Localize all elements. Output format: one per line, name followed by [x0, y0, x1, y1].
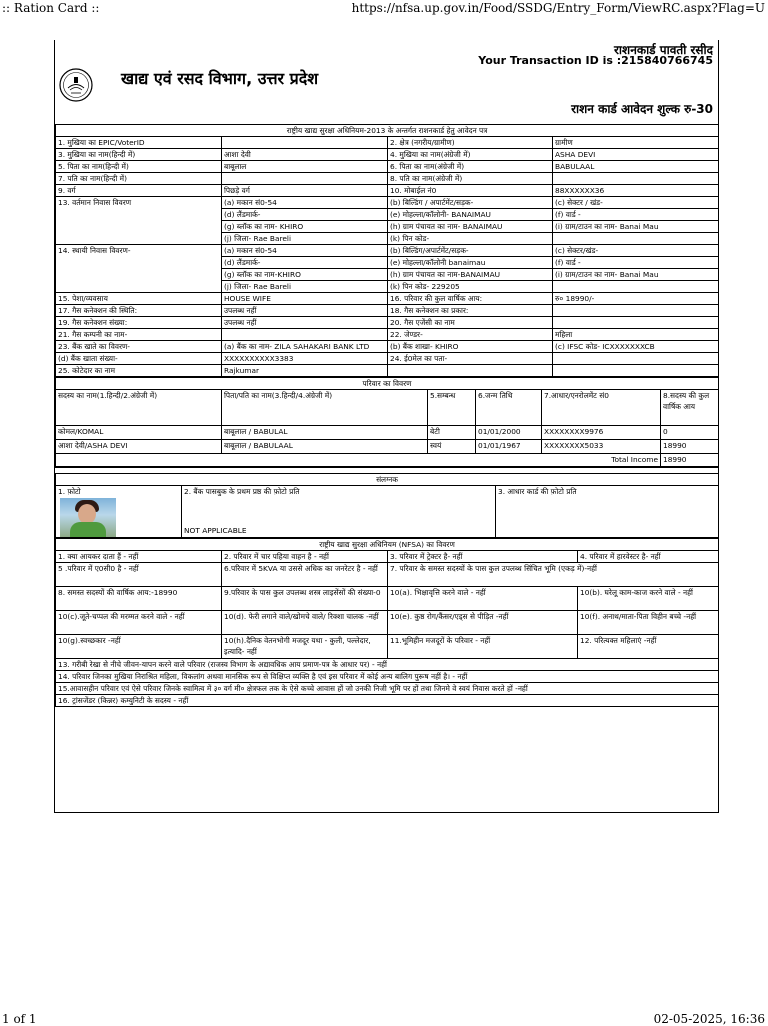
field-label: 16. परिवार की कुल वार्षिक आय:	[388, 293, 553, 305]
address-field: (h) ग्राम पंचायत का नाम-BANAIMAU	[388, 269, 553, 281]
family-section-title: परिवार का विवरण	[56, 378, 719, 390]
address-field: (e) मोहल्ला/कॉलोनी banaimau	[388, 257, 553, 269]
field-label: 21. गैस कम्पनी का नाम-	[56, 329, 222, 341]
address-field: (h) ग्राम पंचायत का नाम- BANAIMAU	[388, 221, 553, 233]
column-header: 6.जन्म तिथि	[476, 390, 542, 426]
field-label: 15. पेशा/व्यवसाय	[56, 293, 222, 305]
nfsa-item: 7. परिवार के समस्त सदस्यों के पास कुल उपलब्ध सिंचित भूमि (एकड़ में)-नहीं	[388, 563, 719, 587]
column-header: सदस्य का नाम(1.हिन्दी/2.अंग्रेजी में)	[56, 390, 222, 426]
document-header	[55, 40, 718, 124]
address-field: (d) लैंडमार्क-	[222, 209, 388, 221]
birth-date: 01/01/1967	[476, 440, 542, 454]
form-row	[56, 161, 719, 173]
field-label: 18. गैस कनेक्शन का प्रकार:	[388, 305, 553, 317]
aadhaar-label: 3. आधार कार्ड की फ़ोटो प्रति	[498, 487, 577, 496]
form-row	[56, 185, 719, 197]
field-value: ग्रामीण	[553, 137, 719, 149]
nfsa-row	[56, 587, 719, 611]
field-label: 7. पति का नाम(हिन्दी में)	[56, 173, 222, 185]
aadhaar-cell	[496, 486, 719, 538]
nfsa-line: 16. ट्रांसजेंडर (किन्नर) कम्युनिटी के सदस्य - नहीं	[56, 695, 719, 707]
form-row	[56, 149, 719, 161]
field-value: उपलब्ध नहीं	[222, 305, 388, 317]
field-value: महिला	[553, 329, 719, 341]
table-row	[56, 426, 719, 440]
photo-cell	[56, 486, 182, 538]
nfsa-item: 9.परिवार के पास कुल उपलब्ध शस्त्र लाइसेंसों की संख्या-0	[222, 587, 388, 611]
form-row	[56, 341, 719, 353]
address-field: (j) जिला- Rae Bareli	[222, 233, 388, 245]
page-count: 1 of 1	[2, 1012, 37, 1026]
field-value: (c) IFSC कोड- ICXXXXXXXCB	[553, 341, 719, 353]
total-income-row	[56, 454, 719, 467]
field-label: 19. गैस कनेक्शन संख्या:	[56, 317, 222, 329]
nfsa-item: 10(g).स्वच्छकार -नहीं	[56, 635, 222, 659]
nfsa-row	[56, 635, 719, 659]
field-label: 5. पिता का नाम(हिन्दी में)	[56, 161, 222, 173]
attachments-section-title: संलग्नक	[56, 474, 719, 486]
field-value: Rajkumar	[222, 365, 388, 377]
application-fee: राशन कार्ड आवेदन शुल्क रु-30	[571, 102, 713, 116]
column-header: 7.आधार/एनरोलमेंट सं0	[542, 390, 661, 426]
passbook-cell	[182, 486, 496, 538]
form-row	[56, 329, 719, 341]
address-field: (g) ब्लॉक का नाम-KHIRO	[222, 269, 388, 281]
member-income: 18990	[661, 440, 719, 454]
not-applicable-text: NOT APPLICABLE	[184, 526, 247, 535]
application-details-table	[55, 124, 719, 377]
form-row	[56, 305, 719, 317]
family-header-row	[56, 390, 719, 426]
field-value	[222, 329, 388, 341]
form-row	[56, 365, 719, 377]
field-value: पिछड़े वर्ग	[222, 185, 388, 197]
nfsa-row	[56, 551, 719, 563]
field-label	[388, 365, 553, 377]
nfsa-item: 6.परिवार में 5KVA या उससे अधिक का जनरेटर है - नहीं	[222, 563, 388, 587]
nfsa-item: 10(e). कुष्ठ रोग/कैंसर/एड्स से पीड़ित -नहीं	[388, 611, 578, 635]
address-field: (a) मकान सं0-54	[222, 245, 388, 257]
nfsa-item: 1. क्या आयकर दाता हैं - नहीं	[56, 551, 222, 563]
form-row	[56, 353, 719, 365]
current-address-label: 13. वर्तमान निवास विवरण	[56, 197, 222, 245]
nfsa-item: 10(a). भिक्षावृत्ति करने वाले - नहीं	[388, 587, 578, 611]
nfsa-line: 13. गरीबी रेखा से नीचे जीवन-यापन करने वाले परिवार (राजस्व विभाग के अद्यावधिक आय प्रमाण-पत्र के आधार पर) - नहीं	[56, 659, 719, 671]
field-value: उपलब्ध नहीं	[222, 317, 388, 329]
field-value: (a) बैंक का नाम- ZILA SAHAKARI BANK LTD	[222, 341, 388, 353]
field-value: आशा देवी	[222, 149, 388, 161]
address-field: (k) पिन कोड- 229205	[388, 281, 553, 293]
field-label: 8. पति का नाम(अंग्रेजी में)	[388, 173, 553, 185]
member-name: आशा देवी/ASHA DEVI	[56, 440, 222, 454]
field-label: (d) बैंक खाता संख्या-	[56, 353, 222, 365]
field-value: रु० 18990/-	[553, 293, 719, 305]
form-row	[56, 317, 719, 329]
permanent-address-row	[56, 245, 719, 257]
table-row	[56, 440, 719, 454]
address-field: (d) लैंडमार्क-	[222, 257, 388, 269]
field-value	[222, 137, 388, 149]
nfsa-item: 8. समस्त सदस्यों की वार्षिक आय:-18990	[56, 587, 222, 611]
aadhaar-number: XXXXXXXX9976	[542, 426, 661, 440]
nfsa-item: 10(h).दैनिक वेतनभोगी मजदूर यथा - कुली, पल्लेदार, इत्यादि- नहीं	[222, 635, 388, 659]
relation: स्वयं	[428, 440, 476, 454]
relation: बेटी	[428, 426, 476, 440]
field-label: 2. क्षेत्र (नगरीय/ग्रामीण)	[388, 137, 553, 149]
address-field: (a) मकान सं0-54	[222, 197, 388, 209]
field-value: XXXXXXXXXX3383	[222, 353, 388, 365]
field-label: 6. पिता का नाम(अंग्रेजी में)	[388, 161, 553, 173]
field-label: 17. गैस कनेक्शन की स्थिति:	[56, 305, 222, 317]
nfsa-item: 10(b). घरेलू काम-काज करने वाले - नहीं	[578, 587, 719, 611]
receipt-title: राशनकार्ड पावती रसीद	[614, 43, 713, 57]
field-value: HOUSE WIFE	[222, 293, 388, 305]
nfsa-table	[55, 538, 719, 707]
address-field: (i) ग्राम/टाउन का नाम- Banai Mau	[553, 269, 719, 281]
field-label: 9. वर्ग	[56, 185, 222, 197]
field-label: 4. मुखिया का नाम(अंग्रेजी में)	[388, 149, 553, 161]
up-govt-emblem-icon	[59, 68, 93, 102]
address-field: (b) बिल्डिंग / अपार्टमेंट/सड़क-	[388, 197, 553, 209]
field-value: 88XXXXXX36	[553, 185, 719, 197]
address-field: (i) ग्राम/टाउन का नाम- Banai Mau	[553, 221, 719, 233]
passbook-label: 2. बैंक पासबुक के प्रथम प्रष्ठ की फ़ोटो प्रति	[184, 487, 300, 496]
field-value: (b) बैंक शाखा- KHIRO	[388, 341, 553, 353]
address-field	[553, 281, 719, 293]
nfsa-item: 12. परित्यक्त महिलाएं -नहीं	[578, 635, 719, 659]
nfsa-line: 14. परिवार जिनका मुखिया निराश्रित महिला, विकलांग अथवा मानसिक रूप से विक्षिप्त व्यक्ति है एवं इस परिवार में कोई अन्य बालिग पुरूष नहीं है। - नहीं	[56, 671, 719, 683]
family-details-table	[55, 377, 719, 467]
transaction-id: Your Transaction ID is :215840766745	[478, 54, 713, 67]
address-field: (c) सेक्टर / खंड-	[553, 197, 719, 209]
field-value: बाबूलाल	[222, 161, 388, 173]
address-field: (f) वार्ड -	[553, 257, 719, 269]
nfsa-item: 10(d). फेरी लगाने वाले/खोमचे वाले/ रिक्शा चालक -नहीं	[222, 611, 388, 635]
applicant-photo	[60, 498, 116, 538]
nfsa-item: 3. परिवार में ट्रेक्टर है- नहीं	[388, 551, 578, 563]
address-field: (k) पिन कोड-	[388, 233, 553, 245]
address-field: (b) बिल्डिंग/अपार्टमेंट/सड़क-	[388, 245, 553, 257]
print-datetime: 02-05-2025, 16:36	[653, 1012, 765, 1026]
field-label: 22. जेण्डर-	[388, 329, 553, 341]
form-row	[56, 293, 719, 305]
photo-label: 1. फ़ोटो	[58, 487, 81, 496]
aadhaar-number: XXXXXXXX5033	[542, 440, 661, 454]
address-field	[553, 233, 719, 245]
form-row	[56, 173, 719, 185]
field-label: 20. गैस एजेंसी का नाम	[388, 317, 553, 329]
total-income-label: Total Income	[56, 454, 661, 467]
field-value: ASHA DEVI	[553, 149, 719, 161]
address-field: (j) जिला- Rae Bareli	[222, 281, 388, 293]
field-value	[553, 305, 719, 317]
field-label: 23. बैंक खाते का विवरण-	[56, 341, 222, 353]
field-label: 24. ई0मेल का पता-	[388, 353, 553, 365]
field-value: BABULAAL	[553, 161, 719, 173]
field-label: 25. कोटेदार का नाम	[56, 365, 222, 377]
field-value	[222, 173, 388, 185]
address-field: (f) वार्ड -	[553, 209, 719, 221]
field-label: 1. मुखिया का EPIC/VoterID	[56, 137, 222, 149]
form-row	[56, 137, 719, 149]
column-header: 5.सम्बन्ध	[428, 390, 476, 426]
address-field: (c) सेक्टर/खंड-	[553, 245, 719, 257]
field-value	[553, 173, 719, 185]
nfsa-line: 15.आवासहीन परिवार एवं ऐसे परिवार जिनके स्वामित्व में ३० वर्ग मी० क्षेत्रफल तक के ऐसे कच्चे आवास हों जो उनकी निजी भूमि पर हों तथा जिनमे वे स्वयं निवास करते हों -नहीं	[56, 683, 719, 695]
nfsa-item: 2. परिवार में चार पहिया वाहन है - नहीं	[222, 551, 388, 563]
field-value	[553, 353, 719, 365]
nfsa-row	[56, 611, 719, 635]
field-label: 3. मुखिया का नाम(हिन्दी में)	[56, 149, 222, 161]
field-label: 10. मोबाईल नं0	[388, 185, 553, 197]
address-field: (e) मोहल्ला/कॉलोनी- BANAIMAU	[388, 209, 553, 221]
department-title: खाद्य एवं रसद विभाग, उत्तर प्रदेश	[121, 69, 319, 88]
total-income-value: 18990	[661, 454, 719, 467]
nfsa-item: 4. परिवार में हारवेस्टर है- नहीं	[578, 551, 719, 563]
field-value	[553, 365, 719, 377]
member-income: 0	[661, 426, 719, 440]
column-header: 8.सदस्य की कुल वार्षिक आय	[661, 390, 719, 426]
attachments-row	[56, 486, 719, 538]
form-title: राष्ट्रीय खाद्य सुरक्षा अधिनियम-2013 के अन्तर्गत राशनकार्ड हेतु आवेदन पत्र	[56, 125, 719, 137]
ration-card-sheet	[54, 40, 719, 813]
current-address-row	[56, 197, 719, 209]
member-name: कोमल/KOMAL	[56, 426, 222, 440]
attachments-table	[55, 473, 719, 538]
parent-name: बाबूलाल / BABULAL	[222, 426, 428, 440]
column-header: पिता/पति का नाम(3.हिन्दी/4.अंग्रेजी में)	[222, 390, 428, 426]
nfsa-item: 10(c).जूते-चप्पल की मरम्मत करने वाले - नहीं	[56, 611, 222, 635]
parent-name: बाबूलाल / BABULAAL	[222, 440, 428, 454]
browser-url: https://nfsa.up.gov.in/Food/SSDG/Entry_Form/ViewRC.aspx?Flag=U	[351, 1, 765, 15]
nfsa-item: 11.भूमिहीन मजदूरों के परिवार - नहीं	[388, 635, 578, 659]
browser-page-title: :: Ration Card ::	[2, 1, 100, 15]
birth-date: 01/01/2000	[476, 426, 542, 440]
nfsa-row	[56, 563, 719, 587]
permanent-address-label: 14. स्थायी निवास विवरण-	[56, 245, 222, 293]
address-field: (g) ब्लॉक का नाम- KHIRO	[222, 221, 388, 233]
field-value	[553, 317, 719, 329]
nfsa-item: 10(f). अनाथ/माता-पिता विहीन बच्चे -नहीं	[578, 611, 719, 635]
nfsa-section-title: राष्ट्रीय खाद्य सुरक्षा अधिनियम (NFSA) का विवरण	[56, 539, 719, 551]
nfsa-item: 5 .परिवार में ए0सी0 है - नहीं	[56, 563, 222, 587]
